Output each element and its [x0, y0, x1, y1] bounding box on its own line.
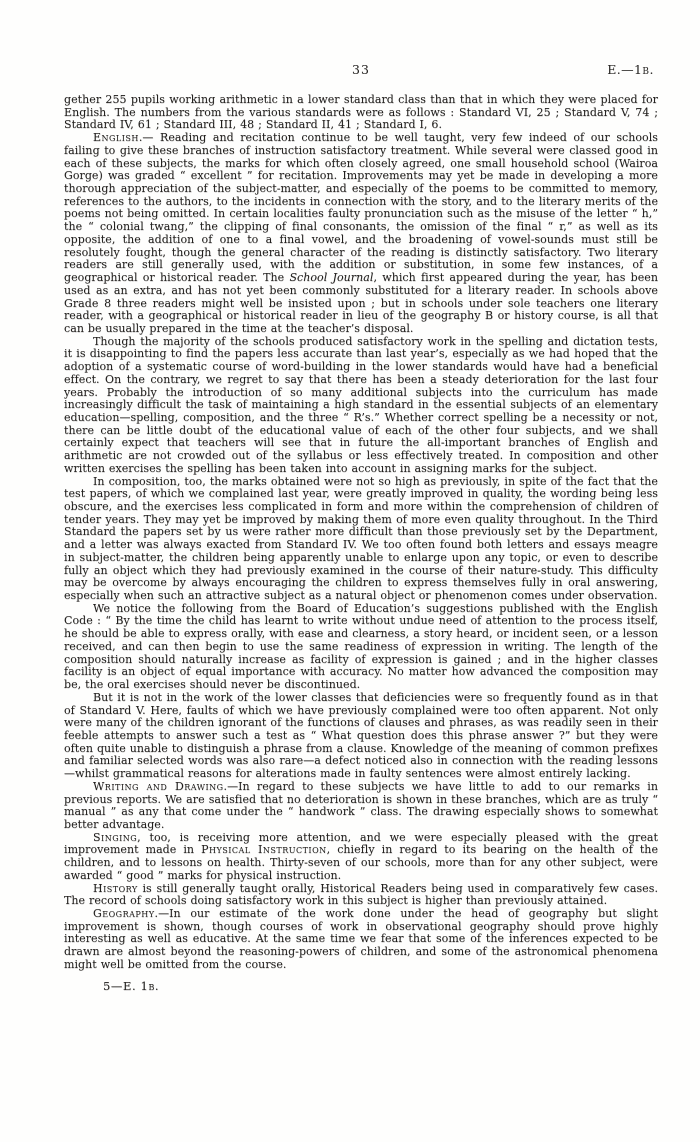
paragraph [64, 94, 658, 132]
text-run: .—In regard to these subjects we have little to add to our remarks in previous reports. We are satisfied that no deterioration is shown in these branches, which are as truly “ manual ” as any that come under the “ handwork ” class. The drawing especially shows to somewhat better advantage. [64, 779, 658, 831]
paragraph [64, 908, 658, 972]
italic-text: School Journal [289, 271, 374, 285]
text-run: We notice the following from the Board of Education’s suggestions published with the English Code : “ By the time the child has learnt to write without undue need of attention to the process itself, he should be able to express orally, with ease and clearness, a story heard, or incident seen, or a lesson received, and can then begin to use the same readiness of expression in writing. The length of the composition should naturally increase as facility of expression is gained ; and in the higher classes facility is an object of equal importance with accuracy. No matter how advanced the composition may be, the oral exercises should never be discontinued. [64, 601, 658, 692]
paragraph [64, 476, 658, 603]
small-caps-text: Physical Instruction [201, 843, 327, 857]
small-caps-text: b. [642, 62, 654, 77]
small-caps-text: Writing and Drawing [93, 779, 224, 793]
paragraph [64, 603, 658, 692]
document-reference [607, 62, 654, 77]
text-run: .— Reading and recitation continue to be well taught, very few indeed of our schools failing to give these branches of instruction satisfactory treatment. While several were classed good in each of these subjects, the marks for which often closely agreed, one small household school (Wairoa Gorge) was graded “ excellent ” for recitation. Improvements may yet be made in developing a more thorough appreciation of the subject-matter, and especially of the poems to be committed to memory, references to the authors, to the incidents in connection with the story, and to the literary merits of the poems not being omitted. In certain localities faulty pronunciation such as the misuse of the letter “ h,” the “ colonial twang,” the clipping of final consonants, the omission of the final “ r,” as well as its opposite, the addition of one to a final vowel, and the broadening of vowel-sounds must still be resolutely fought, though the general character of the reading is distinctly satisfactory. Two literary readers are still generally used, with the addition or substitution, in some few instances, of a geographical or historical reader. The [64, 131, 658, 285]
text-run: In composition, too, the marks obtained were not so high as previously, in spite of the fact that the test papers, of which we complained last year, were greatly improved in quality, the wording being less obscure, and the exercises less complicated in form and more within the comprehension of children of tender years. They may yet be improved by making them of more even quality throughout. In the Third Standard the papers set by us were rather more difficult than those previously set by the Department, and a letter was always exacted from Standard IV. We too often found both letters and essays meagre in subject-matter, the children being apparently unable to enlarge upon any topic, or even to describe fully an object which they had previously examined in the course of their nature-study. This difficulty may be overcome by always encouraging the children to express themselves fully in oral answering, especially when such an attractive subject as a natural object or phenomenon comes under observation. [64, 474, 658, 603]
text-run: E.—1 [607, 62, 643, 77]
page-number: 33 [352, 62, 370, 77]
running-header [64, 62, 658, 78]
text-block [64, 62, 658, 993]
small-caps-text: b. [148, 978, 159, 993]
paragraph [64, 336, 658, 476]
text-run: , chiefly in regard to its bearing on the health of the children, and to lessons on health. Thirty-seven of our schools, more than for any other subject, were awarded “ good ” marks for physical instruction. [64, 843, 659, 882]
paragraph [64, 883, 658, 908]
text-run: is still generally taught orally, Historical Readers being used in comparatively few cases. The record of schools doing satisfactory work in this subject is higher than previously attained. [64, 881, 658, 908]
paragraph-container [64, 94, 658, 972]
small-caps-text: Singing [93, 830, 138, 844]
text-run: .—In our estimate of the work done under the head of geography but slight improvement is shown, though courses of work in observational geography should prove highly interesting as well as educative. At the same time we fear that some of the inferences expected to be drawn are almost beyond the reasoning-powers of children, and some of the astronomical phenomena might well be omitted from the course. [64, 907, 658, 971]
text-run: , which first appeared during the year, has been used as an extra, and has not yet been commonly substituted for a literary reader. In schools above Grade 8 three readers might well be insisted upon ; but in schools under sole teachers one literary reader, with a geographical or historical reader in lieu of the geography B or history course, is all that can be usually prepared in the time at the teacher’s disposal. [64, 271, 658, 335]
small-caps-text: English [93, 131, 139, 145]
paragraph [64, 132, 658, 336]
text-run: 5—E. 1 [103, 978, 149, 993]
text-run: Though the majority of the schools produced satisfactory work in the spelling and dictation tests, it is disappointing to find the papers less accurate than last year’s, especially as we had hoped that the adoption of a systematic course of word-building in the lower standards would have had a beneficial effect. On the contrary, we regret to say that there has been a steady deterioration for the last four years. Probably the introduction of so many additional subjects into the curriculum has made increasingly difficult the task of maintaining a high standard in the essential subjects of an elementary education—spelling, composition, and the three “ R’s.” Whether correct spelling be a necessity or not, there can be little doubt of the educational value of each of the other four subjects, and we shall certainly expect that teachers will see that in future the all-important branches of English and arithmetic are not crowded out of the syllabus or less effectively treated. In composition and other written exercises the spelling has been taken into account in assigning marks for the subject. [64, 334, 658, 475]
printers-signature [64, 979, 658, 993]
paragraph [64, 692, 658, 781]
small-caps-text: History [93, 881, 138, 895]
paragraph [64, 781, 658, 832]
text-run: But it is not in the work of the lower classes that deficiencies were so frequently found as in that of Standard V. Here, faults of which we have previously complained were too often apparent. Not only were many of the children ignorant of the functions of clauses and phrases, as was readily seen in their feeble attempts to answer such a test as “ What question does this phrase answer ?” but they were often quite unable to distinguish a phrase from a clause. Knowledge of the meaning of common prefixes and familiar selected words was also rare—a defect noticed also in connection with the reading lessons—whilst grammatical reasons for alterations made in faulty sentences were almost entirely lacking. [64, 690, 658, 781]
text-run: gether 255 pupils working arithmetic in a lower standard class than that in which they were placed for English. The numbers from the various standards were as follows : Standard VI, 25 ; Standard V, 74 ; Standard IV, 61 ; Standard III, 48 ; Standard II, 41 ; Standard I, 6. [64, 93, 658, 132]
small-caps-text: Geography [93, 907, 155, 920]
text-run: , too, is receiving more attention, and we were especially pleased with the great improvement made in [64, 830, 658, 857]
paragraph [64, 832, 658, 883]
